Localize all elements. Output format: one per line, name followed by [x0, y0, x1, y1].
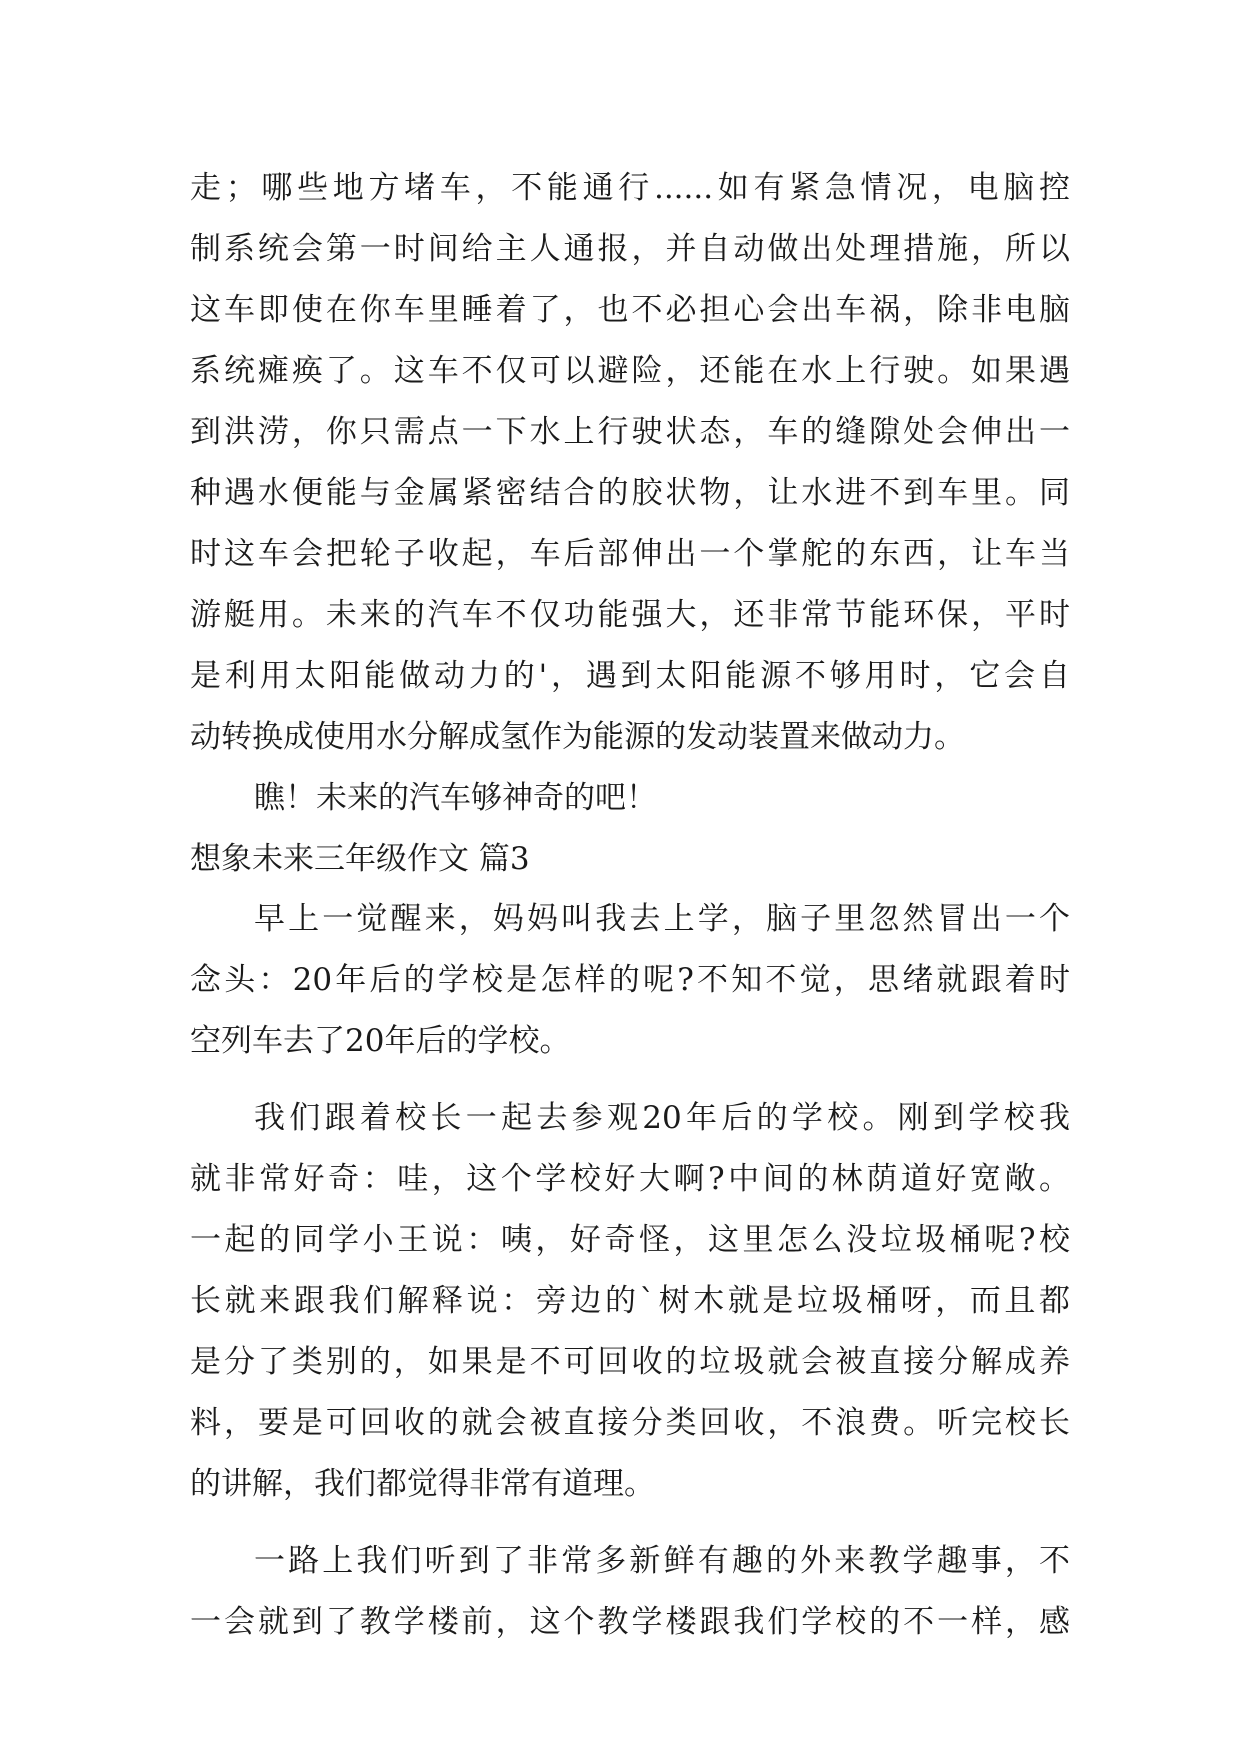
paragraph-exclamation [190, 768, 1070, 829]
text-line: 的讲解，我们都觉得非常有道理。 [190, 1466, 655, 1502]
text-line: 动转换成使用水分解成氢作为能源的发动装置来做动力。 [190, 719, 965, 755]
text-line: 瞧！未来的汽车够神奇的吧！ [254, 780, 657, 816]
text-line: 游艇用。未来的汽车不仅功能强大，还非常节能环保，平时 [190, 597, 1070, 633]
text-line: 一起的同学小王说：咦，好奇怪，这里怎么没垃圾桶呢?校 [190, 1222, 1070, 1258]
text-line: 走；哪些地方堵车，不能通行......如有紧急情况，电脑控 [190, 170, 1070, 206]
text-line: 这车即使在你车里睡着了，也不必担心会出车祸，除非电脑 [190, 292, 1070, 328]
text-line: 到洪涝，你只需点一下水上行驶状态，车的缝隙处会伸出一 [190, 414, 1070, 450]
text-line: 长就来跟我们解释说：旁边的`树木就是垃圾桶呀，而且都 [190, 1283, 1070, 1319]
text-line: 就非常好奇：哇，这个学校好大啊?中间的林荫道好宽敞。 [190, 1161, 1070, 1197]
paragraph-future-car [190, 158, 1070, 768]
text-line: 一路上我们听到了非常多新鲜有趣的外来教学趣事，不 [254, 1543, 1070, 1579]
text-line: 是利用太阳能做动力的'，遇到太阳能源不够用时，它会自 [190, 658, 1070, 694]
text-line: 种遇水便能与金属紧密结合的胶状物，让水进不到车里。同 [190, 475, 1070, 511]
paragraph-teaching-building [190, 1531, 1070, 1653]
paragraph-school-visit [190, 1088, 1070, 1515]
text-line: 时这车会把轮子收起，车后部伸出一个掌舵的东西，让车当 [190, 536, 1070, 572]
text-line: 念头：20年后的学校是怎样的呢?不知不觉，思绪就跟着时 [190, 962, 1070, 998]
text-line: 料，要是可回收的就会被直接分类回收，不浪费。听完校长 [190, 1405, 1070, 1441]
text-line: 早上一觉醒来，妈妈叫我去上学，脑子里忽然冒出一个 [254, 901, 1070, 937]
text-line: 空列车去了20年后的学校。 [190, 1023, 571, 1059]
text-line: 系统瘫痪了。这车不仅可以避险，还能在水上行驶。如果遇 [190, 353, 1070, 389]
section-heading: 想象未来三年级作文 篇3 [190, 841, 530, 877]
paragraph-wake-up [190, 889, 1070, 1072]
text-line: 我们跟着校长一起去参观20年后的学校。刚到学校我 [254, 1100, 1070, 1136]
text-line: 是分了类别的，如果是不可回收的垃圾就会被直接分解成养 [190, 1344, 1070, 1380]
text-line: 一会就到了教学楼前，这个教学楼跟我们学校的不一样，感 [190, 1604, 1070, 1640]
text-line: 制系统会第一时间给主人通报，并自动做出处理措施，所以 [190, 231, 1070, 267]
document-body [190, 158, 1070, 1653]
